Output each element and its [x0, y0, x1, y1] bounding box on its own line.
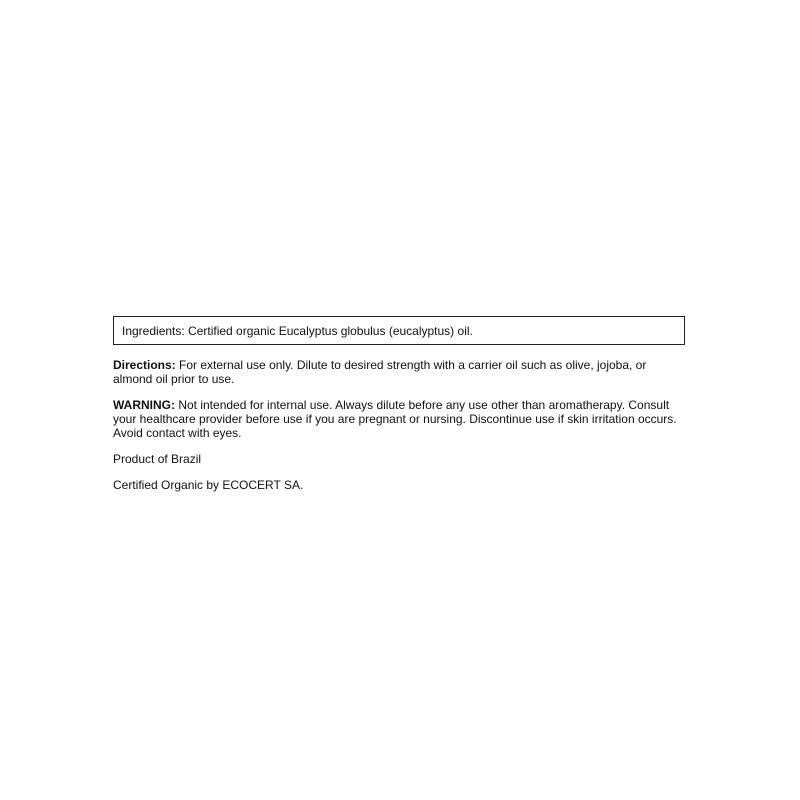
warning-paragraph — [113, 398, 685, 440]
certification-text: Certified Organic by ECOCERT SA. — [113, 478, 304, 492]
label-text-panel — [113, 316, 685, 492]
directions-paragraph — [113, 358, 685, 386]
origin-text: Product of Brazil — [113, 452, 202, 466]
ingredients-box — [113, 316, 685, 345]
directions-text: For external use only. Dilute to desired strength with a carrier oil such as olive, jojoba, or almond oil prior to use. — [113, 358, 647, 386]
directions-label: Directions: — [113, 358, 176, 372]
warning-text: Not intended for internal use. Always dilute before any use other than aromatherapy. Consult your healthcare provider before use if you are pregnant or nursing. Discontinue use if skin irritation occurs. Avoid contact with eyes. — [113, 398, 677, 440]
warning-label: WARNING: — [113, 398, 175, 412]
ingredients-text: Ingredients: Certified organic Eucalyptus globulus (eucalyptus) oil. — [122, 324, 473, 338]
